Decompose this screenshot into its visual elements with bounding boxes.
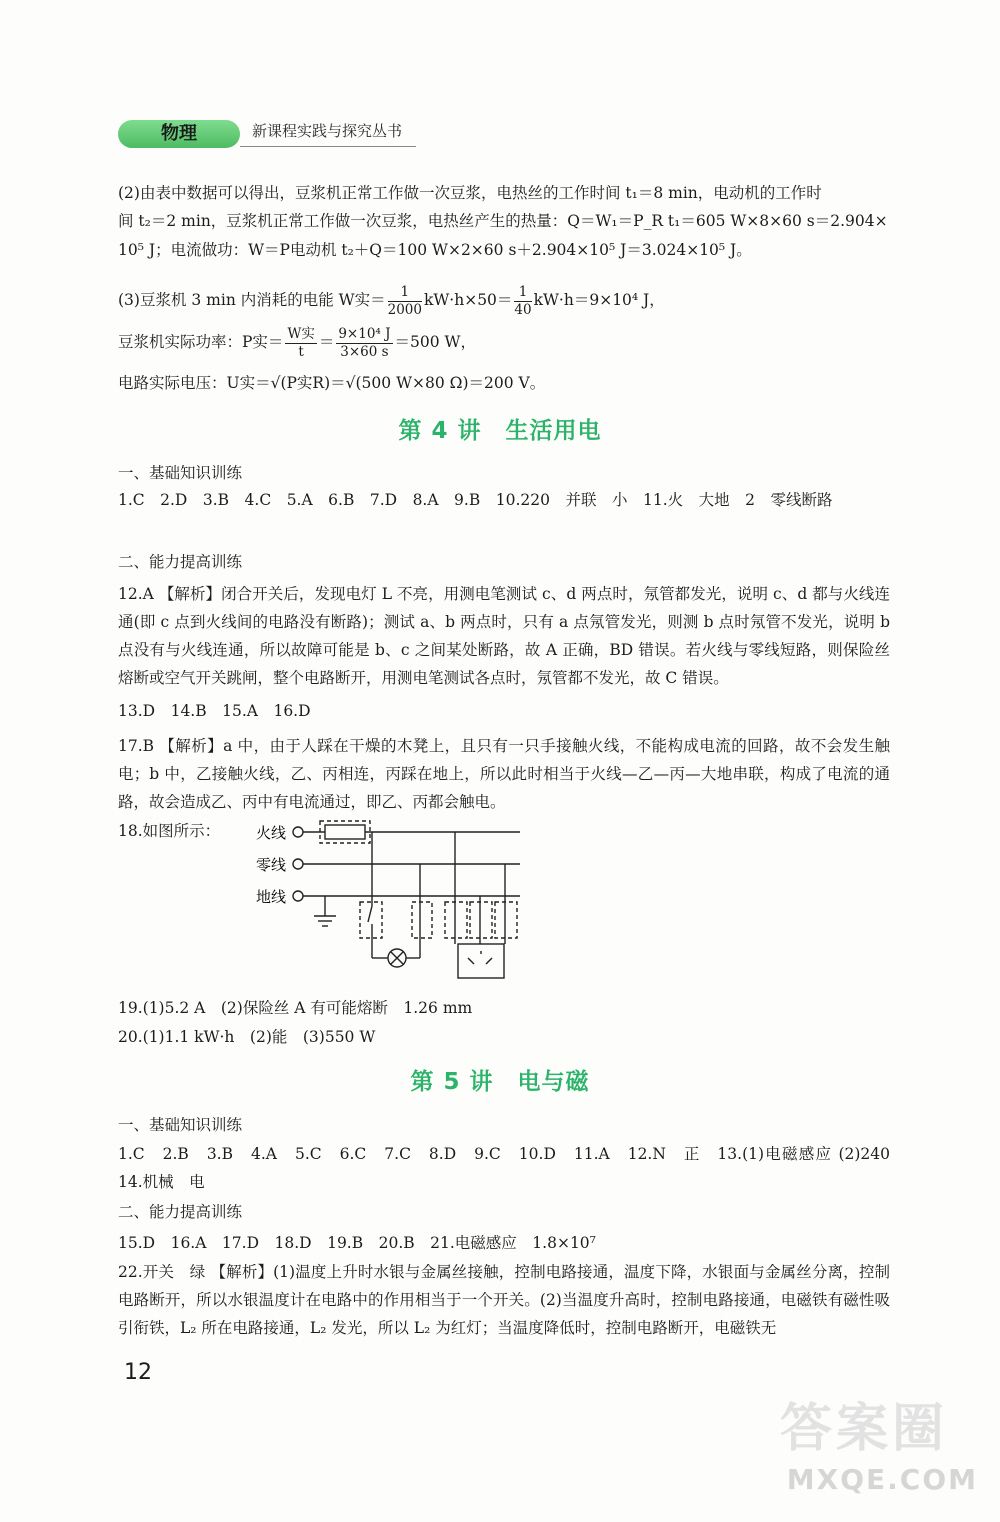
ground-terminal: [293, 891, 303, 901]
l5-q22: 22.开关 绿 【解析】(1)温度上升时水银与金属丝接触，控制电路接通，温度下降，水银面与金属丝分离，控制电路断开，所以水银温度计在电路中的作用相当于一个开关。(2)当温度升高时，控制电路接通，电磁铁有磁性吸引衔铁，L₂ 所在电路接通，L₂ 发光，所以 L₂ 为红灯；当温度降低时，控制电路断开，电磁铁无: [118, 1263, 890, 1337]
page-header: [118, 116, 418, 150]
household-circuit-diagram: [240, 812, 540, 992]
l5-adv-answers: 15.D 16.A 17.D 18.D 19.B 20.B 21.电磁感应 1.8×10⁷: [118, 1234, 596, 1252]
p3-energy-mid: kW·h×50＝: [423, 291, 513, 309]
live-terminal: [293, 827, 303, 837]
l4-q19: 19.(1)5.2 A (2)保险丝 A 有可能熔断 1.26 mm: [118, 999, 473, 1017]
l4-q18: 18.如图所示：: [118, 822, 221, 840]
frac1-num: 1: [388, 284, 422, 302]
p3-power-line: [118, 322, 476, 362]
page-number: 12: [124, 1360, 152, 1385]
l5-adv-heading: 二、能力提高训练: [118, 1203, 243, 1221]
p3-voltage-line: 电路实际电压：U实＝√(P实R)＝√(500 W×80 Ω)＝200 V。: [118, 374, 546, 392]
socket: [458, 944, 504, 978]
p3-power-post: ＝500 W，: [394, 333, 476, 351]
fuse-box: [320, 821, 370, 843]
header-rule: [240, 146, 416, 147]
frac3-den: t: [298, 343, 304, 360]
lecture5-title: 第 5 讲 电与磁: [410, 1069, 590, 1095]
series-title: 新课程实践与探究丛书: [252, 122, 403, 140]
subject-label: 物理: [161, 123, 197, 144]
l4-q12: 12.A 【解析】闭合开关后，发现电灯 L 不亮，用测电笔测试 c、d 两点时，氖管都发光，说明 c、d 都与火线连通(即 c 点到火线间的电路没有断路)；测试 a、b 两点时，只有 a 点氖管发光，则测 b 点时氖管不发光，说明 b 点没有与火线连通，所以故障可能是 b、c 之间某处断路，故 A 正确，BD 错误。若火线与零线短路，则保险丝熔断或空气开关跳闸，整个电路断开，用测电笔测试各点时，氖管都不发光，故 C 错误。: [118, 585, 890, 687]
frac2-num: 1: [514, 284, 531, 302]
spare-box: [412, 902, 432, 938]
p3-energy-line: [118, 280, 665, 320]
l4-q13-16: 13.D 14.B 15.A 16.D: [118, 702, 311, 720]
frac4-den: 3×60 s: [340, 343, 389, 360]
fraction-1-40: [514, 284, 531, 319]
l5-basic-heading: 一、基础知识训练: [118, 1116, 243, 1134]
l4-q20: 20.(1)1.1 kW·h (2)能 (3)550 W: [118, 1028, 376, 1046]
fraction-energy-time: [336, 326, 392, 361]
lecture4-title: 第 4 讲 生活用电: [398, 418, 602, 444]
fuse: [325, 825, 365, 839]
frac1-den: 2000: [387, 301, 422, 318]
watermark-site: MXQE.COM: [786, 1463, 978, 1496]
p3-energy-pre: (3)豆浆机 3 min 内消耗的电能 W实＝: [118, 291, 386, 309]
p3-power-eq: ＝: [318, 333, 335, 351]
l5-basic-answers: 1.C 2.B 3.B 4.A 5.C 6.C 7.C 8.D 9.C 10.D 11.A 12.N 正 13.(1)电磁感应 (2)240 14.机械 电: [118, 1145, 906, 1191]
p2-line1: (2)由表中数据可以得出，豆浆机正常工作做一次豆浆，电热丝的工作时间 t₁＝8 min，电动机的工作时: [118, 184, 822, 202]
fraction-1-2000: [388, 284, 422, 319]
l4-q17: 17.B 【解析】a 中，由于人踩在干燥的木凳上，且只有一只手接触火线，不能构成电流的回路，故不会发生触电；b 中，乙接触火线，乙、丙相连，丙踩在地上，所以此时相当于火线—乙—丙—大地串联，构成了电流的通路，故会造成乙、丙中有电流通过，即乙、丙都会触电。: [118, 737, 890, 811]
ground-wire-label: 地线: [256, 888, 287, 906]
p3-power-pre: 豆浆机实际功率：P实＝: [118, 333, 284, 351]
neutral-wire-label: 零线: [256, 856, 287, 874]
watermark: [708, 1386, 978, 1496]
p3-energy-post: kW·h＝9×10⁴ J，: [533, 291, 665, 309]
fraction-w-t: [285, 326, 316, 361]
l4-basic-answers: 1.C 2.D 3.B 4.C 5.A 6.B 7.D 8.A 9.B 10.220 并联 小 11.火 大地 2 零线断路: [118, 491, 833, 509]
frac2-den: 40: [514, 301, 532, 318]
p2-line3: 10⁵ J；电流做功：W＝P电动机 t₂＋Q＝100 W×2×60 s＋2.904×10⁵ J＝3.024×10⁵ J。: [118, 241, 752, 259]
frac4-num: 9×10⁴ J: [338, 325, 391, 342]
live-wire-label: 火线: [256, 824, 287, 842]
watermark-logo: 答案圈: [779, 1399, 948, 1459]
l4-adv-heading: 二、能力提高训练: [118, 553, 243, 571]
l4-basic-heading: 一、基础知识训练: [118, 464, 243, 482]
switch: [368, 906, 372, 922]
frac3-num: W实: [287, 325, 315, 342]
neutral-terminal: [293, 859, 303, 869]
p2-line2: 间 t₂＝2 min，豆浆机正常工作做一次豆浆，电热丝产生的热量：Q＝W₁＝P_R t₁＝605 W×8×60 s＝2.904×: [118, 212, 888, 230]
